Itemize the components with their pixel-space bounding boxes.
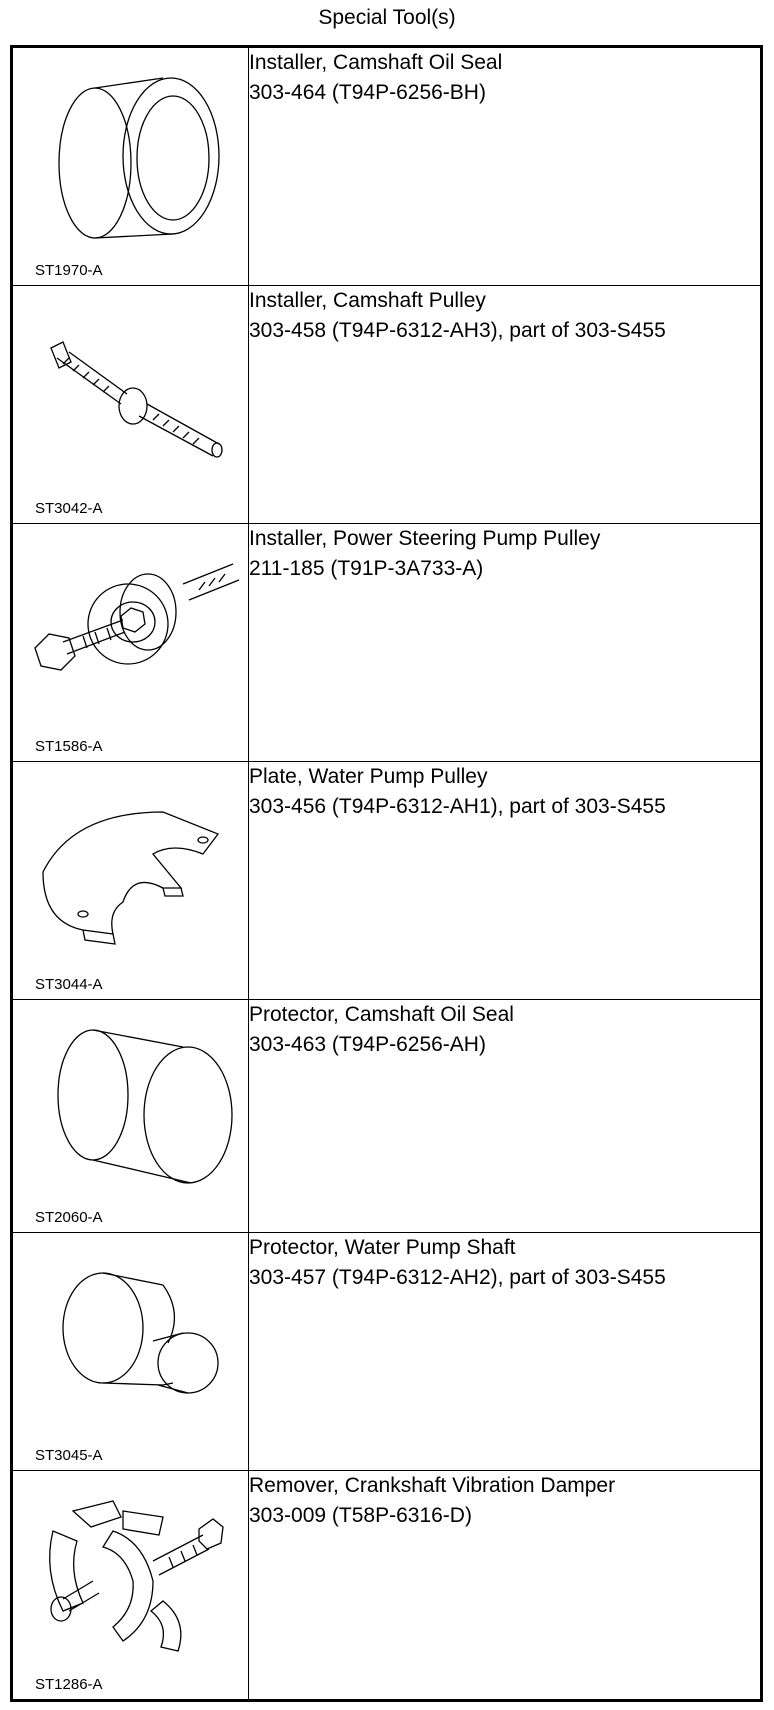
tool-description bbox=[249, 47, 762, 286]
tool-name: Plate, Water Pump Pulley bbox=[249, 765, 488, 788]
tool-description bbox=[249, 1233, 762, 1471]
tool-number: 303-457 (T94P-6312-AH2), part of 303-S455 bbox=[249, 1266, 666, 1289]
tool-number: 303-463 (T94P-6256-AH) bbox=[249, 1033, 486, 1056]
table-row bbox=[12, 47, 762, 286]
oil-seal-protector-icon bbox=[13, 1000, 248, 1232]
tool-code: ST3044-A bbox=[35, 976, 103, 993]
page-title: Special Tool(s) bbox=[318, 6, 456, 29]
table-row bbox=[12, 762, 762, 1000]
tool-code: ST3042-A bbox=[35, 500, 103, 517]
tool-description bbox=[249, 762, 762, 1000]
tool-number: 303-464 (T94P-6256-BH) bbox=[249, 81, 486, 104]
tool-description bbox=[249, 286, 762, 524]
tool-number: 211-185 (T91P-3A733-A) bbox=[249, 557, 484, 580]
tool-name: Installer, Power Steering Pump Pulley bbox=[249, 527, 601, 550]
tool-name: Installer, Camshaft Oil Seal bbox=[249, 51, 503, 74]
pulley-plate-icon bbox=[13, 762, 248, 999]
tool-description bbox=[249, 1000, 762, 1233]
tool-illustration-cell bbox=[12, 1000, 249, 1233]
tool-name: Protector, Water Pump Shaft bbox=[249, 1236, 516, 1259]
tool-code: ST1586-A bbox=[35, 738, 103, 755]
water-pump-shaft-protector-icon bbox=[13, 1233, 248, 1470]
table-row bbox=[12, 1233, 762, 1471]
tool-code: ST1286-A bbox=[35, 1676, 103, 1693]
tool-description bbox=[249, 524, 762, 762]
table-row bbox=[12, 1000, 762, 1233]
tool-illustration-cell bbox=[12, 762, 249, 1000]
seal-installer-icon bbox=[13, 48, 248, 285]
tool-name: Installer, Camshaft Pulley bbox=[249, 289, 486, 312]
table-row bbox=[12, 286, 762, 524]
tool-number: 303-009 (T58P-6316-D) bbox=[249, 1504, 472, 1527]
tool-illustration-cell bbox=[12, 286, 249, 524]
tool-number: 303-456 (T94P-6312-AH1), part of 303-S455 bbox=[249, 795, 666, 818]
tool-illustration-cell bbox=[12, 1471, 249, 1701]
tool-code: ST1970-A bbox=[35, 262, 103, 279]
special-tools-table bbox=[10, 45, 763, 1702]
tool-number: 303-458 (T94P-6312-AH3), part of 303-S455 bbox=[249, 319, 666, 342]
tool-name: Protector, Camshaft Oil Seal bbox=[249, 1003, 514, 1026]
tool-illustration-cell bbox=[12, 1233, 249, 1471]
damper-remover-icon bbox=[13, 1471, 248, 1699]
tool-code: ST2060-A bbox=[35, 1209, 103, 1226]
table-row bbox=[12, 1471, 762, 1701]
tool-illustration-cell bbox=[12, 47, 249, 286]
tool-name: Remover, Crankshaft Vibration Damper bbox=[249, 1474, 616, 1497]
table-row bbox=[12, 524, 762, 762]
tool-description bbox=[249, 1471, 762, 1701]
pulley-installer-icon bbox=[13, 286, 248, 523]
tool-code: ST3045-A bbox=[35, 1447, 103, 1464]
pump-pulley-installer-icon bbox=[13, 524, 248, 761]
tool-illustration-cell bbox=[12, 524, 249, 762]
